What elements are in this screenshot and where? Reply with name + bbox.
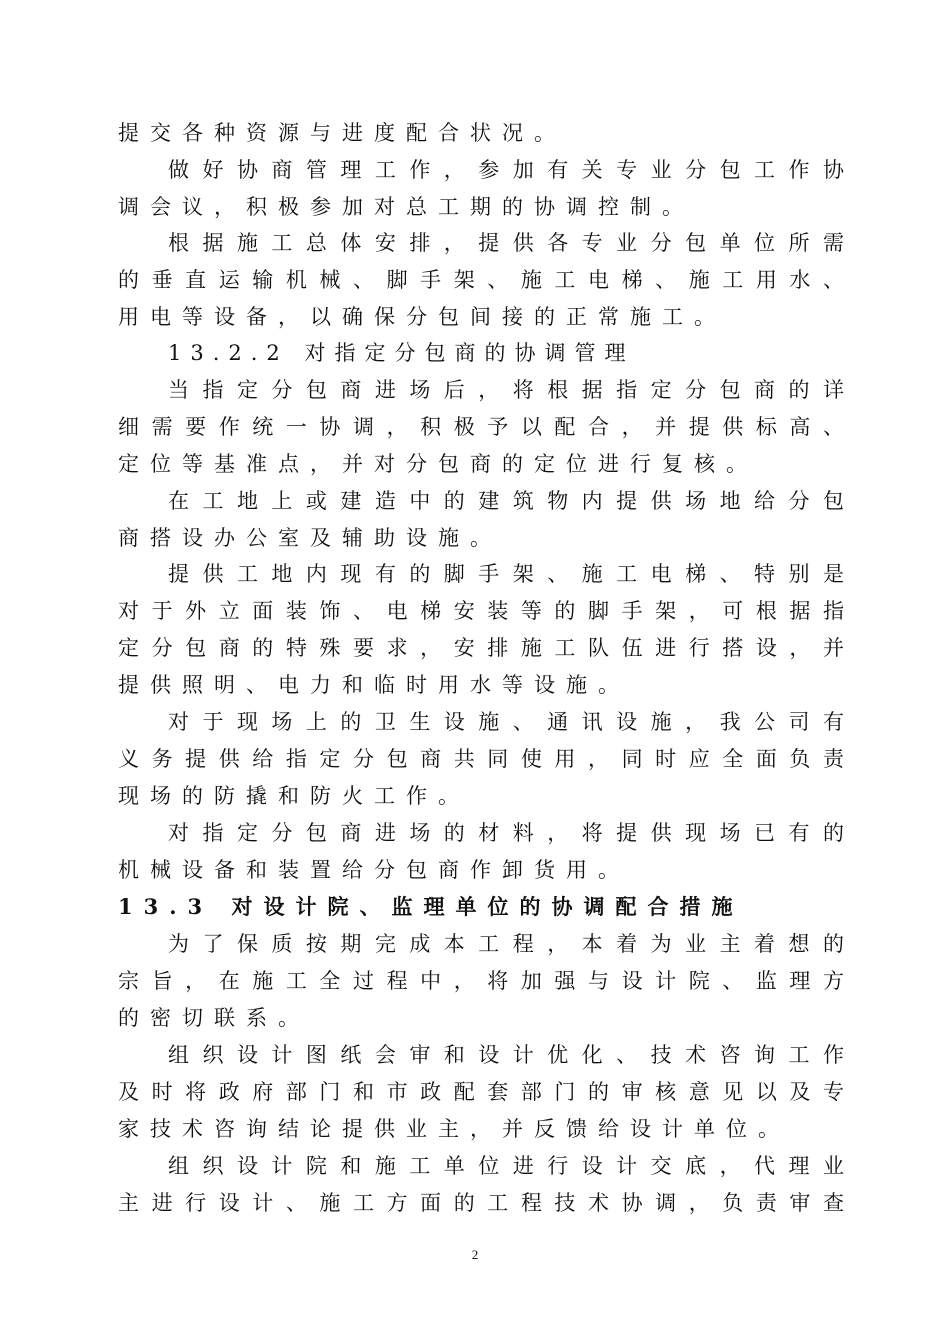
body-text-line: 组织设计图纸会审和设计优化、技术咨询工作: [168, 1043, 844, 1067]
body-text-line: 提供工地内现有的脚手架、施工电梯、特别是: [168, 562, 844, 586]
body-text-line: 提交各种资源与进度配合状况。: [118, 121, 566, 145]
body-text-line: 宗旨，在施工全过程中，将加强与设计院、监理方: [118, 969, 844, 993]
body-text-line: 对于外立面装饰、电梯安装等的脚手架，可根据指: [118, 599, 844, 623]
body-text-line: 当指定分包商进场后，将根据指定分包商的详: [168, 378, 844, 402]
body-text-line: 的垂直运输机械、脚手架、施工电梯、施工用水、: [118, 268, 844, 292]
body-text-line: 现场的防撬和防火工作。: [118, 784, 470, 808]
page-number: 2: [471, 1247, 479, 1262]
subsection-heading: 13.2.2 对指定分包商的协调管理: [168, 341, 635, 365]
body-text-line: 做好协商管理工作，参加有关专业分包工作协: [168, 158, 844, 182]
body-text-line: 提供照明、电力和临时用水等设施。: [118, 673, 630, 697]
body-text-line: 机械设备和装置给分包商作卸货用。: [118, 858, 630, 882]
body-text-line: 在工地上或建造中的建筑物内提供场地给分包: [168, 489, 844, 513]
body-text-line: 定位等基准点，并对分包商的定位进行复核。: [118, 452, 758, 476]
body-text-line: 细需要作统一协调，积极予以配合，并提供标高、: [118, 415, 844, 439]
body-text-line: 商搭设办公室及辅助设施。: [118, 526, 502, 550]
body-text-line: 义务提供给指定分包商共同使用，同时应全面负责: [118, 747, 844, 771]
section-heading: 13.3 对设计院、监理单位的协调配合措施: [118, 894, 744, 919]
body-text-line: 的密切联系。: [118, 1006, 310, 1030]
body-text-line: 用电等设备，以确保分包间接的正常施工。: [118, 305, 726, 329]
body-text-line: 调会议，积极参加对总工期的协调控制。: [118, 195, 694, 219]
body-text-line: 为了保质按期完成本工程，本着为业主着想的: [168, 932, 844, 956]
body-text-line: 组织设计院和施工单位进行设计交底，代理业: [168, 1154, 844, 1178]
body-text-line: 对于现场上的卫生设施、通讯设施，我公司有: [168, 710, 844, 734]
body-text-line: 根据施工总体安排，提供各专业分包单位所需: [168, 231, 844, 255]
body-text-line: 对指定分包商进场的材料，将提供现场已有的: [168, 821, 844, 845]
body-text-line: 定分包商的特殊要求，安排施工队伍进行搭设，并: [118, 636, 844, 660]
body-text-line: 主进行设计、施工方面的工程技术协调，负责审查: [118, 1191, 844, 1215]
body-text-line: 及时将政府部门和市政配套部门的审核意见以及专: [118, 1080, 844, 1104]
body-text-line: 家技术咨询结论提供业主，并反馈给设计单位。: [118, 1117, 790, 1141]
